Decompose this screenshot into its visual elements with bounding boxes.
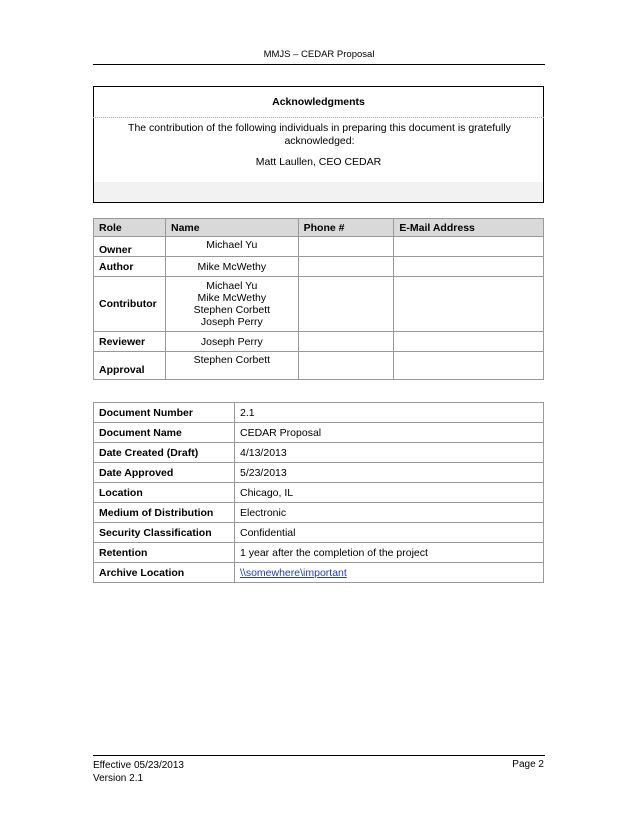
info-label: Location: [94, 483, 235, 503]
table-row: [94, 503, 544, 523]
person-name: Mike McWethy: [197, 260, 267, 273]
header-rule: [93, 64, 545, 65]
acknowledgments-name: Matt Laullen, CEO CEDAR: [255, 156, 382, 168]
footer-version: Version 2.1: [93, 773, 144, 784]
info-value: CEDAR Proposal: [235, 423, 544, 443]
page-header-title: MMJS – CEDAR Proposal: [263, 49, 375, 60]
info-label: Medium of Distribution: [94, 503, 235, 523]
table-row: [94, 237, 544, 257]
email-cell: [394, 257, 544, 277]
table-row: [94, 483, 544, 503]
column-header-role: Role: [94, 219, 166, 237]
info-label: Document Name: [94, 423, 235, 443]
person-name: Stephen Corbett: [193, 304, 271, 316]
info-value: Electronic: [235, 503, 544, 523]
role-cell: Author: [94, 257, 166, 277]
roles-table: [93, 218, 544, 380]
table-row: [94, 443, 544, 463]
column-header-email: E-Mail Address: [394, 219, 544, 237]
info-value: 2.1: [235, 403, 544, 423]
name-cell: [165, 352, 298, 380]
footer-effective-date: Effective 05/23/2013: [93, 760, 184, 771]
info-label: Archive Location: [94, 563, 235, 583]
person-name: Stephen Corbett: [193, 354, 271, 366]
role-cell: Owner: [94, 237, 166, 257]
info-value: Confidential: [235, 523, 544, 543]
email-cell: [394, 332, 544, 352]
person-name: Mike McWethy: [197, 292, 267, 304]
info-value-cell: [235, 563, 544, 583]
person-name: Joseph Perry: [200, 335, 263, 348]
person-name: Joseph Perry: [200, 316, 263, 328]
person-name: Michael Yu: [206, 280, 258, 292]
phone-cell: [298, 332, 394, 352]
footer-page-number: Page 2: [512, 759, 544, 770]
name-cell: [165, 237, 298, 257]
email-cell: [394, 237, 544, 257]
email-cell: [394, 352, 544, 380]
info-value: 4/13/2013: [235, 443, 544, 463]
role-cell: Reviewer: [94, 332, 166, 352]
role-cell: Contributor: [94, 277, 166, 332]
name-cell: [165, 257, 298, 277]
phone-cell: [298, 237, 394, 257]
name-cell: [165, 332, 298, 352]
info-label: Date Approved: [94, 463, 235, 483]
info-label: Document Number: [94, 403, 235, 423]
info-value: 5/23/2013: [235, 463, 544, 483]
table-row: [94, 277, 544, 332]
table-row: [94, 563, 544, 583]
roles-header-row: [94, 219, 544, 237]
footer-left: [93, 759, 184, 785]
table-row: [94, 543, 544, 563]
acknowledgments-title: Acknowledgments: [272, 96, 365, 108]
table-row: [94, 352, 544, 380]
column-header-name: Name: [165, 219, 298, 237]
phone-cell: [298, 257, 394, 277]
info-label: Date Created (Draft): [94, 443, 235, 463]
table-row: [94, 463, 544, 483]
info-value: Chicago, IL: [235, 483, 544, 503]
table-row: [94, 523, 544, 543]
email-cell: [394, 277, 544, 332]
table-row: [94, 423, 544, 443]
acknowledgments-shaded-band: [94, 182, 543, 202]
phone-cell: [298, 352, 394, 380]
info-label: Retention: [94, 543, 235, 563]
info-label: Security Classification: [94, 523, 235, 543]
role-cell: Approval: [94, 352, 166, 380]
table-row: [94, 403, 544, 423]
phone-cell: [298, 277, 394, 332]
person-name: Michael Yu: [206, 239, 258, 251]
acknowledgments-text: The contribution of the following individuals in preparing this document is gratefully acknowledged:: [128, 122, 511, 147]
table-row: [94, 332, 544, 352]
name-cell: [165, 277, 298, 332]
table-row: [94, 257, 544, 277]
info-value: 1 year after the completion of the project: [235, 543, 544, 563]
document-info-table: [93, 402, 544, 583]
archive-location-link[interactable]: \\somewhere\important: [240, 566, 347, 579]
column-header-phone: Phone #: [298, 219, 394, 237]
acknowledgments-divider: [93, 117, 544, 118]
footer-rule: [93, 755, 545, 756]
